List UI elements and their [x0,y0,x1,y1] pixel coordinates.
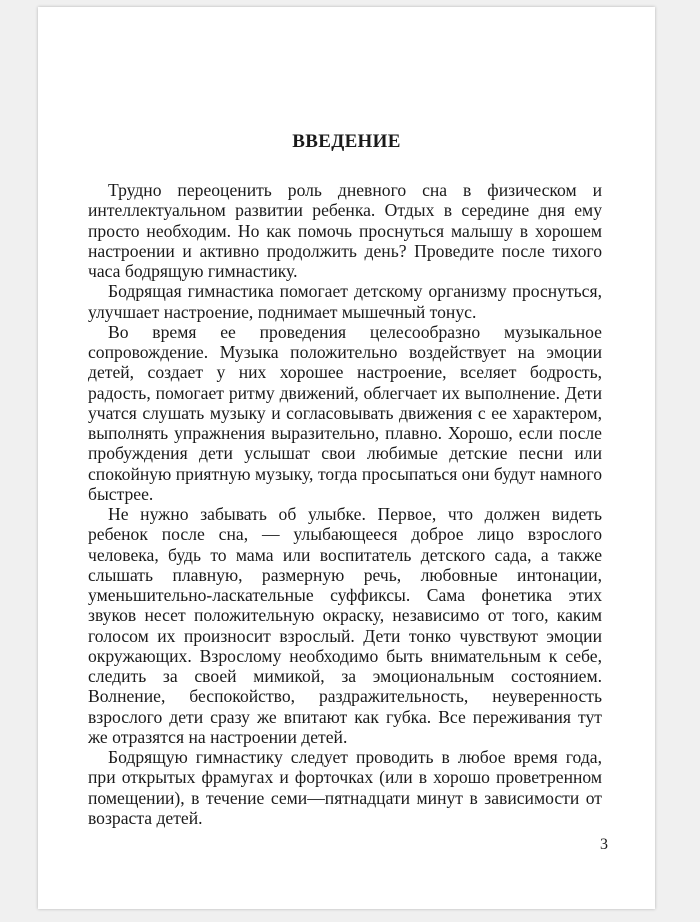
paragraph: Не нужно забывать об улыбке. Первое, что должен видеть ребенок после сна, — улыбающееся доброе лицо взрослого человека, будь то мама или воспитатель детского сада, а также слышать плавную, размерную речь, любовные интонации, уменьшительно-ласкательные суффиксы. Сама фонетика этих звуков несет положительную окраску, независимо от того, каким голосом их произносит взрослый. Дети тонко чувствуют эмоции окружающих. Взрослому необходимо быть внимательным к себе, следить за своей мимикой, за эмоциональным состоянием. Волнение, беспокойство, раздражительность, неуверенность взрослого дети сразу же впитают как губка. Все переживания тут же отразятся на настроении детей. [88,504,602,747]
paragraph: Трудно переоценить роль дневного сна в физическом и интеллектуальном развитии ребенка. Отдых в середине дня ему просто необходим. Но как помочь проснуться малышу в хорошем настроении и активно продолжить день? Проведите после тихого часа бодрящую гимнастику. [88,180,602,281]
paragraph: Во время ее проведения целесообразно музыкальное сопровождение. Музыка положительно воздействует на эмоции детей, создает у них хорошее настроение, вселяет бодрость, радость, помогает ритму движений, облегчает их выполнение. Дети учатся слушать музыку и согласовывать движения с ее характером, выполнять упражнения выразительно, плавно. Хорошо, если после пробуждения дети услышат свои любимые детские песни или спокойную приятную музыку, тогда просыпаться они будут намного быстрее. [88,321,602,504]
page-title: ВВЕДЕНИЕ [292,131,401,152]
paragraph: Бодрящая гимнастика помогает детскому организму проснуться, улучшает настроение, поднимает мышечный тонус. [88,281,602,322]
document-page [38,7,655,909]
body-text [88,180,602,828]
page-number: 3 [600,836,608,853]
paragraph: Бодрящую гимнастику следует проводить в любое время года, при открытых фрамугах и форточках (или в хорошо проветренном помещении), в течение семи—пятнадцати минут в зависимости от возраста детей. [88,747,602,828]
